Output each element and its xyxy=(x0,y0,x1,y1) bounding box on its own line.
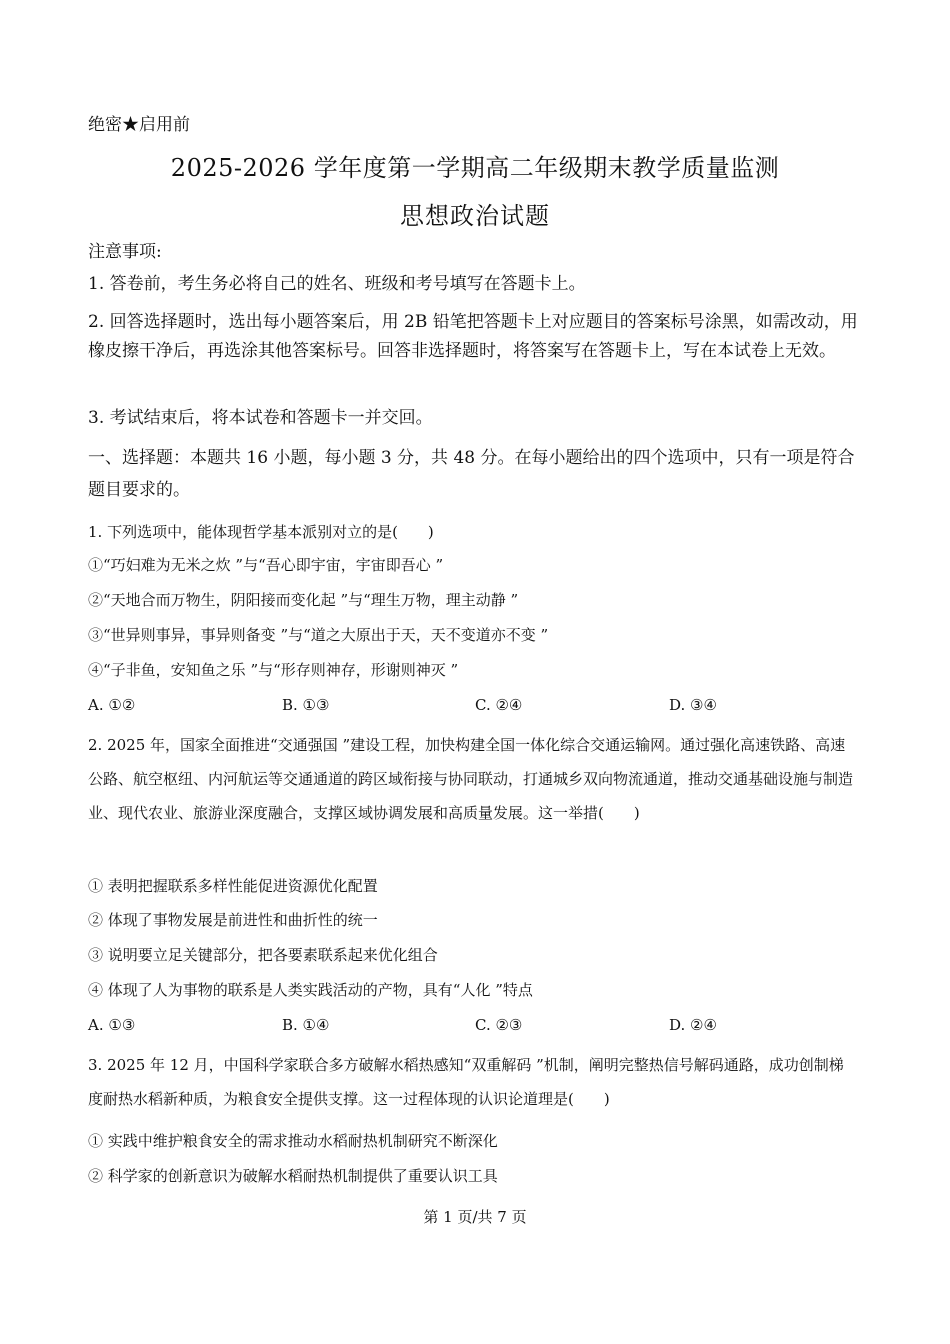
question-2-choice-a: A. ①③ xyxy=(88,1016,136,1034)
question-1-option-1: ①“巧妇难为无米之炊 ”与“吾心即宇宙，宇宙即吾心 ” xyxy=(88,556,444,574)
notes-heading: 注意事项: xyxy=(88,242,162,262)
question-1-option-4: ④“子非鱼，安知鱼之乐 ”与“形存则神存，形谢则神灭 ” xyxy=(88,661,459,679)
question-1-choice-a: A. ①② xyxy=(88,696,136,714)
question-1-option-2: ②“天地合而万物生，阴阳接而变化起 ”与“理生万物，理主动静 ” xyxy=(88,591,519,609)
question-1-option-3: ③“世异则事异，事异则备变 ”与“道之大原出于天，天不变道亦不变 ” xyxy=(88,626,549,644)
question-2-option-4: ④ 体现了人为事物的联系是人类实践活动的产物，具有“人化 ”特点 xyxy=(88,981,533,999)
question-1-choices xyxy=(88,696,888,718)
note-item-3: 3. 考试结束后，将本试卷和答题卡一并交回。 xyxy=(88,408,433,428)
page-number: 第 1 页/共 7 页 xyxy=(423,1208,527,1226)
question-2-choice-d: D. ②④ xyxy=(669,1016,717,1034)
question-3-option-2: ② 科学家的创新意识为破解水稻耐热机制提供了重要认识工具 xyxy=(88,1167,498,1185)
question-3-option-1: ① 实践中维护粮食安全的需求推动水稻耐热机制研究不断深化 xyxy=(88,1132,498,1150)
note-item-1: 1. 答卷前，考生务必将自己的姓名、班级和考号填写在答题卡上。 xyxy=(88,274,586,294)
question-2-option-3: ③ 说明要立足关键部分，把各要素联系起来优化组合 xyxy=(88,946,438,964)
question-1-choice-c: C. ②④ xyxy=(475,696,523,714)
question-2-choice-c: C. ②③ xyxy=(475,1016,523,1034)
question-2-option-2: ② 体现了事物发展是前进性和曲折性的统一 xyxy=(88,911,378,929)
exam-subject: 思想政治试题 xyxy=(400,202,550,230)
question-1-choice-b: B. ①③ xyxy=(282,696,330,714)
exam-title: 2025-2026 学年度第一学期高二年级期末教学质量监测 xyxy=(170,154,780,182)
note-item-2: 2. 回答选择题时，选出每小题答案后，用 2B 铅笔把答题卡上对应题目的答案标号涂黑，如需改动，用橡皮擦干净后，再选涂其他答案标号。回答非选择题时，将答案写在答题卡上，写在本试卷上无效。 xyxy=(88,312,858,361)
section-heading: 一、选择题：本题共 16 小题，每小题 3 分，共 48 分。在每小题给出的四个选项中，只有一项是符合题目要求的。 xyxy=(88,448,855,500)
question-2-choice-b: B. ①④ xyxy=(282,1016,330,1034)
question-2-choices xyxy=(88,1016,888,1038)
question-2-option-1: ① 表明把握联系多样性能促进资源优化配置 xyxy=(88,877,378,895)
confidential-label: 绝密★启用前 xyxy=(88,115,190,135)
question-3-stem: 3. 2025 年 12 月，中国科学家联合多方破解水稻热感知“双重解码 ”机制，阐明完整热信号解码通路，成功创制梯度耐热水稻新种质，为粮食安全提供支撑。这一过程体现的认识论道理是( ) xyxy=(88,1056,844,1108)
question-1-choice-d: D. ③④ xyxy=(669,696,717,714)
question-1-stem: 1. 下列选项中，能体现哲学基本派别对立的是( ) xyxy=(88,523,434,541)
question-2-stem: 2. 2025 年，国家全面推进“交通强国 ”建设工程，加快构建全国一体化综合交通运输网。通过强化高速铁路、高速公路、航空枢纽、内河航运等交通通道的跨区域衔接与协同联动，打通城乡双向物流通道，推动交通基础设施与制造业、现代农业、旅游业深度融合，支撑区域协调发展和高质量发展。这一举措( ) xyxy=(88,736,854,822)
